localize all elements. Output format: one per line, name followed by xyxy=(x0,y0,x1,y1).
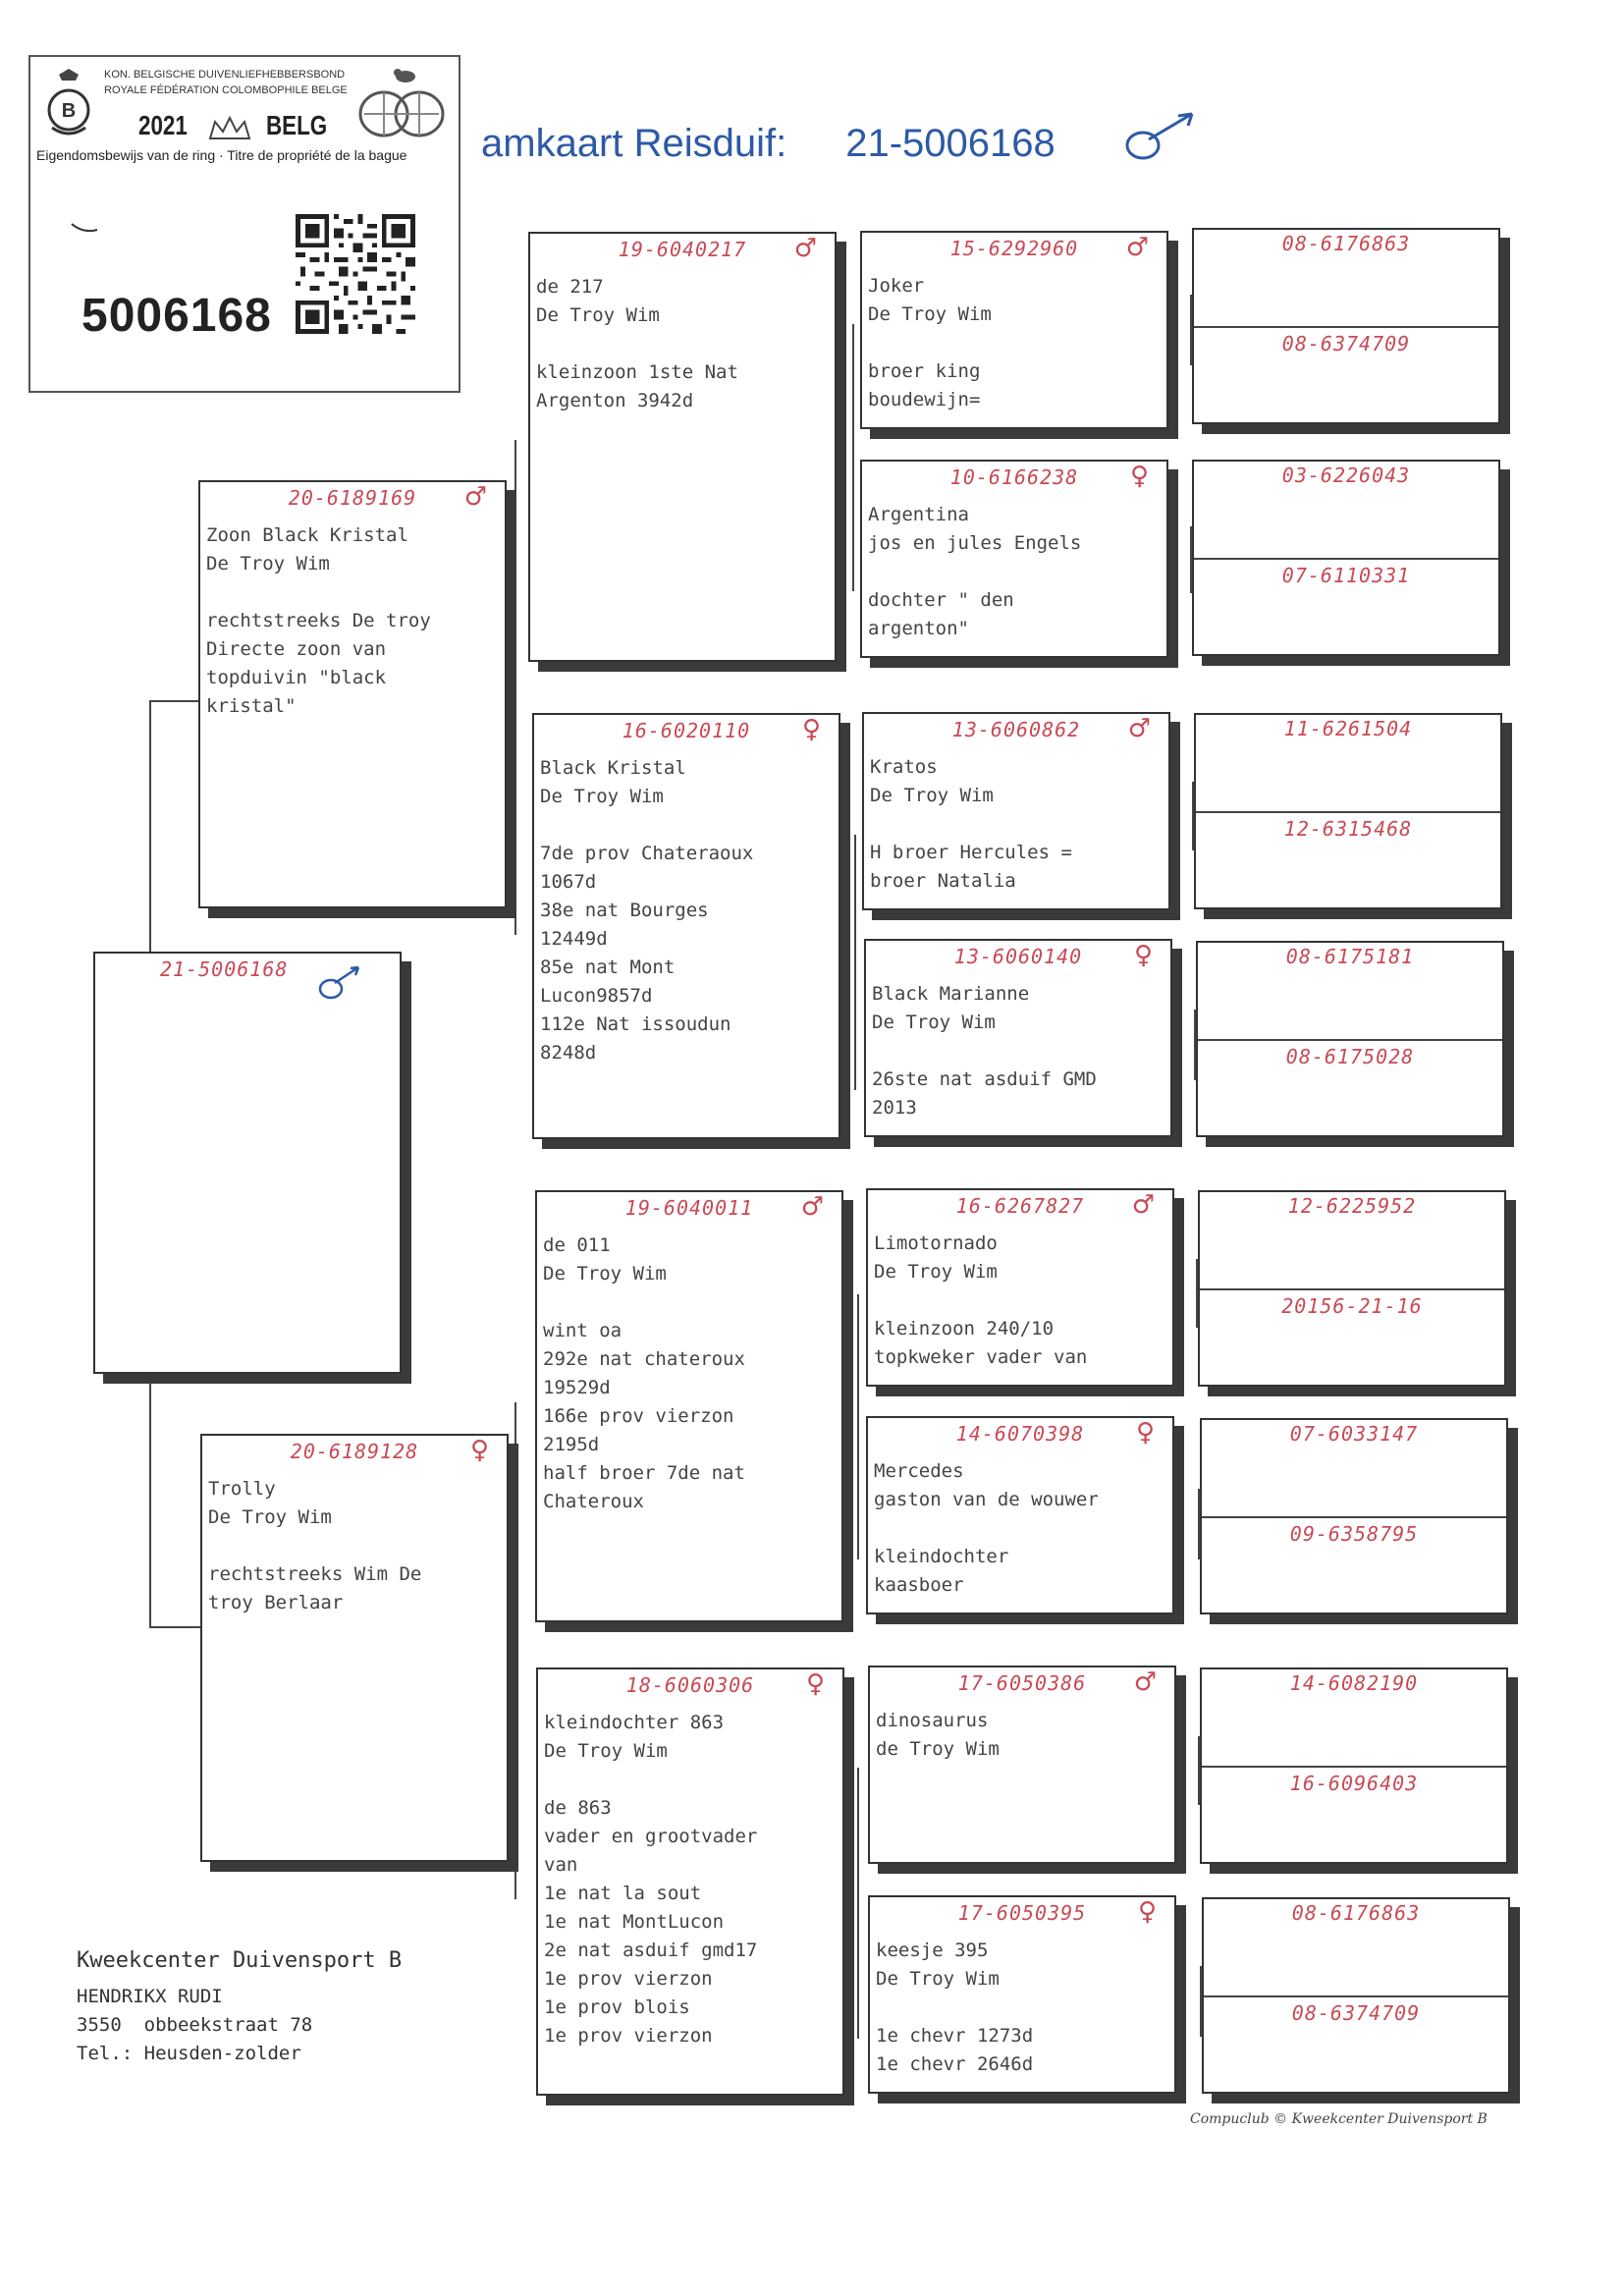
gen4-divider xyxy=(1200,1288,1504,1290)
sex-icon: ♂ xyxy=(1127,714,1151,743)
sex-icon: ♂ xyxy=(793,234,817,263)
sex-icon: ♀ xyxy=(1135,1418,1155,1448)
great-grandparent-box xyxy=(868,1666,1176,1864)
footer-credit: Compuclub © Kweekcenter Duivensport B xyxy=(1190,2111,1488,2127)
pigeon-icon xyxy=(392,65,419,84)
parent-lines: Zoon Black Kristal De Troy Wim rechtstreeks De troy Directe zoon van topduivin "black kristal" xyxy=(206,524,431,717)
gen4-divider xyxy=(1194,326,1498,328)
great-grandparent-lines: Black Marianne De Troy Wim 26ste nat asduif GMD 2013 xyxy=(872,983,1097,1119)
gen4-ring-dam: 08-6374709 xyxy=(1291,2001,1421,2025)
gen4-divider xyxy=(1202,1766,1506,1768)
great-grandparent-box xyxy=(860,460,1168,658)
parent-ring: 20-6189169 xyxy=(288,486,417,510)
sex-icon: ♂ xyxy=(1131,1190,1155,1220)
great-grandparent-box xyxy=(866,1416,1174,1614)
grandparent-lines: de 217 De Troy Wim kleinzoon 1ste Nat Argenton 3942d xyxy=(536,276,738,411)
gen4-ring-sire: 08-6176863 xyxy=(1281,232,1411,255)
svg-text:B: B xyxy=(61,100,77,122)
belgian-federation-logo-icon xyxy=(44,67,93,141)
grandparent-lines: Black Kristal De Troy Wim 7de prov Chateraoux 1067d 38e nat Bourges 12449d 85e nat Mont Lucon9857d 112e Nat issoudun 8248d xyxy=(540,757,754,1064)
connector-line xyxy=(514,440,516,935)
sex-icon: ♀ xyxy=(469,1436,489,1465)
sex-icon: ♂ xyxy=(1133,1667,1157,1697)
parent-lines: Trolly De Troy Wim rechtstreeks Wim De troy Berlaar xyxy=(208,1478,422,1613)
great-grandparent-ring: 13-6060140 xyxy=(953,945,1083,968)
male-icon xyxy=(1119,108,1198,167)
connector-line xyxy=(857,1768,859,2039)
sex-icon: ♀ xyxy=(1137,1897,1157,1927)
great-grandparent-box xyxy=(868,1895,1176,2094)
ownership-text: Eigendomsbewijs van de ring · Titre de propriété de la bague xyxy=(36,147,407,163)
gen4-box xyxy=(1196,941,1504,1137)
great-grandparent-ring: 17-6050395 xyxy=(957,1901,1087,1925)
breeder-address: 3550 obbeekstraat 78 xyxy=(77,2014,313,2036)
ring-year: 2021 xyxy=(138,110,188,140)
grandparent-ring: 19-6040217 xyxy=(618,238,747,261)
parent-sire-box xyxy=(198,480,507,908)
page-title-label: amkaart Reisduif: xyxy=(481,122,787,165)
gen4-ring-dam: 08-6374709 xyxy=(1281,332,1411,355)
page-title xyxy=(481,122,1056,166)
mark-icon xyxy=(70,222,99,234)
gen4-box xyxy=(1202,1897,1510,2094)
parent-dam-box xyxy=(200,1434,509,1862)
grandparent-ring: 18-6060306 xyxy=(625,1673,755,1697)
great-grandparent-ring: 16-6267827 xyxy=(955,1194,1085,1218)
great-grandparent-ring: 14-6070398 xyxy=(955,1422,1085,1446)
great-grandparent-lines: Argentina jos en jules Engels dochter " den argenton" xyxy=(868,504,1082,639)
great-grandparent-lines: Joker De Troy Wim broer king boudewijn= xyxy=(868,275,992,410)
gen4-box xyxy=(1200,1418,1508,1614)
grandparent-box xyxy=(532,713,840,1139)
grandparent-box xyxy=(535,1190,843,1622)
great-grandparent-lines: dinosaurus de Troy Wim xyxy=(876,1710,1000,1760)
connector-line xyxy=(149,700,198,702)
gen4-ring-sire: 08-6175181 xyxy=(1285,945,1415,968)
great-grandparent-lines: Mercedes gaston van de wouwer kleindochter kaasboer xyxy=(874,1460,1099,1596)
gen4-divider xyxy=(1196,811,1500,813)
sex-icon: ♀ xyxy=(1129,462,1149,491)
sex-icon: ♀ xyxy=(801,715,821,744)
gen4-ring-sire: 11-6261504 xyxy=(1283,717,1413,740)
grandparent-lines: kleindochter 863 De Troy Wim de 863 vader en grootvader van 1e nat la sout 1e nat MontLucon 2e nat asduif gmd17 1e prov vierzon 1e prov blois 1e prov vierzon xyxy=(544,1712,758,2047)
sex-icon: ♂ xyxy=(463,482,487,512)
subject-ring: 21-5006168 xyxy=(160,957,289,981)
globe-logo-icon xyxy=(354,84,449,139)
sex-icon: ♂ xyxy=(1125,233,1149,262)
sex-icon: ♀ xyxy=(1133,941,1153,970)
gen4-ring-dam: 08-6175028 xyxy=(1285,1045,1415,1068)
great-grandparent-box xyxy=(860,231,1168,429)
ring-number-large: 5006168 xyxy=(81,290,272,342)
grandparent-box xyxy=(528,232,837,662)
gen4-box xyxy=(1200,1667,1508,1864)
subject-box xyxy=(93,952,402,1374)
gen4-ring-sire: 03-6226043 xyxy=(1281,464,1411,487)
great-grandparent-lines: Limotornado De Troy Wim kleinzoon 240/10 topkweker vader van xyxy=(874,1232,1088,1368)
qr-code-icon xyxy=(296,214,415,334)
male-icon xyxy=(315,963,362,1003)
great-grandparent-box xyxy=(864,939,1172,1137)
sex-icon: ♂ xyxy=(800,1192,824,1222)
page-title-ring: 21-5006168 xyxy=(845,122,1056,165)
connector-line xyxy=(854,835,856,1090)
gen4-ring-sire: 12-6225952 xyxy=(1287,1194,1417,1218)
connector-line xyxy=(149,1626,200,1628)
parent-ring: 20-6189128 xyxy=(290,1440,419,1463)
grandparent-ring: 16-6020110 xyxy=(622,719,751,742)
gen4-ring-sire: 07-6033147 xyxy=(1289,1422,1419,1446)
gen4-box xyxy=(1198,1190,1506,1387)
gen4-ring-dam: 20156-21-16 xyxy=(1281,1294,1423,1318)
great-grandparent-ring: 13-6060862 xyxy=(951,718,1081,741)
gen4-box xyxy=(1192,228,1500,424)
great-grandparent-lines: keesje 395 De Troy Wim 1e chevr 1273d 1e chevr 2646d xyxy=(876,1940,1034,2075)
gen4-ring-sire: 08-6176863 xyxy=(1291,1901,1421,1925)
breeder-info xyxy=(77,1948,402,2068)
ring-country: BELG xyxy=(266,110,328,140)
gen4-ring-dam: 12-6315468 xyxy=(1283,817,1413,841)
gen4-box xyxy=(1192,460,1500,656)
connector-line xyxy=(514,1402,516,1899)
great-grandparent-ring: 15-6292960 xyxy=(949,237,1079,260)
great-grandparent-ring: 17-6050386 xyxy=(957,1671,1087,1695)
gen4-ring-dam: 16-6096403 xyxy=(1289,1772,1419,1795)
crown-icon xyxy=(205,114,254,143)
connector-line xyxy=(857,1294,859,1559)
gen4-ring-dam: 09-6358795 xyxy=(1289,1522,1419,1546)
sex-icon: ♀ xyxy=(805,1669,825,1699)
federation-name-fr: ROYALE FÉDÉRATION COLOMBOPHILE BELGE xyxy=(104,84,348,96)
great-grandparent-lines: Kratos De Troy Wim H broer Hercules = broer Natalia xyxy=(870,756,1072,892)
great-grandparent-box xyxy=(862,712,1170,910)
gen4-divider xyxy=(1194,558,1498,560)
grandparent-box xyxy=(536,1667,844,2096)
gen4-box xyxy=(1194,713,1502,909)
gen4-divider xyxy=(1202,1516,1506,1518)
gen4-divider xyxy=(1204,1995,1508,1997)
gen4-ring-sire: 14-6082190 xyxy=(1289,1671,1419,1695)
federation-name-nl: KON. BELGISCHE DUIVENLIEFHEBBERSBOND xyxy=(104,69,346,81)
gen4-ring-dam: 07-6110331 xyxy=(1281,564,1411,587)
breeder-name: Kweekcenter Duivensport B xyxy=(77,1948,403,1973)
breeder-owner: HENDRIKX RUDI xyxy=(77,1986,223,2007)
great-grandparent-box xyxy=(866,1188,1174,1387)
grandparent-lines: de 011 De Troy Wim wint oa 292e nat chateroux 19529d 166e prov vierzon 2195d half broer 7de nat Chateroux xyxy=(543,1234,745,1512)
great-grandparent-ring: 10-6166238 xyxy=(949,465,1079,489)
grandparent-ring: 19-6040011 xyxy=(624,1196,754,1220)
ring-card xyxy=(28,55,460,393)
connector-line xyxy=(852,324,854,591)
breeder-phone: Tel.: Heusden-zolder xyxy=(77,2043,301,2064)
gen4-divider xyxy=(1198,1039,1502,1041)
